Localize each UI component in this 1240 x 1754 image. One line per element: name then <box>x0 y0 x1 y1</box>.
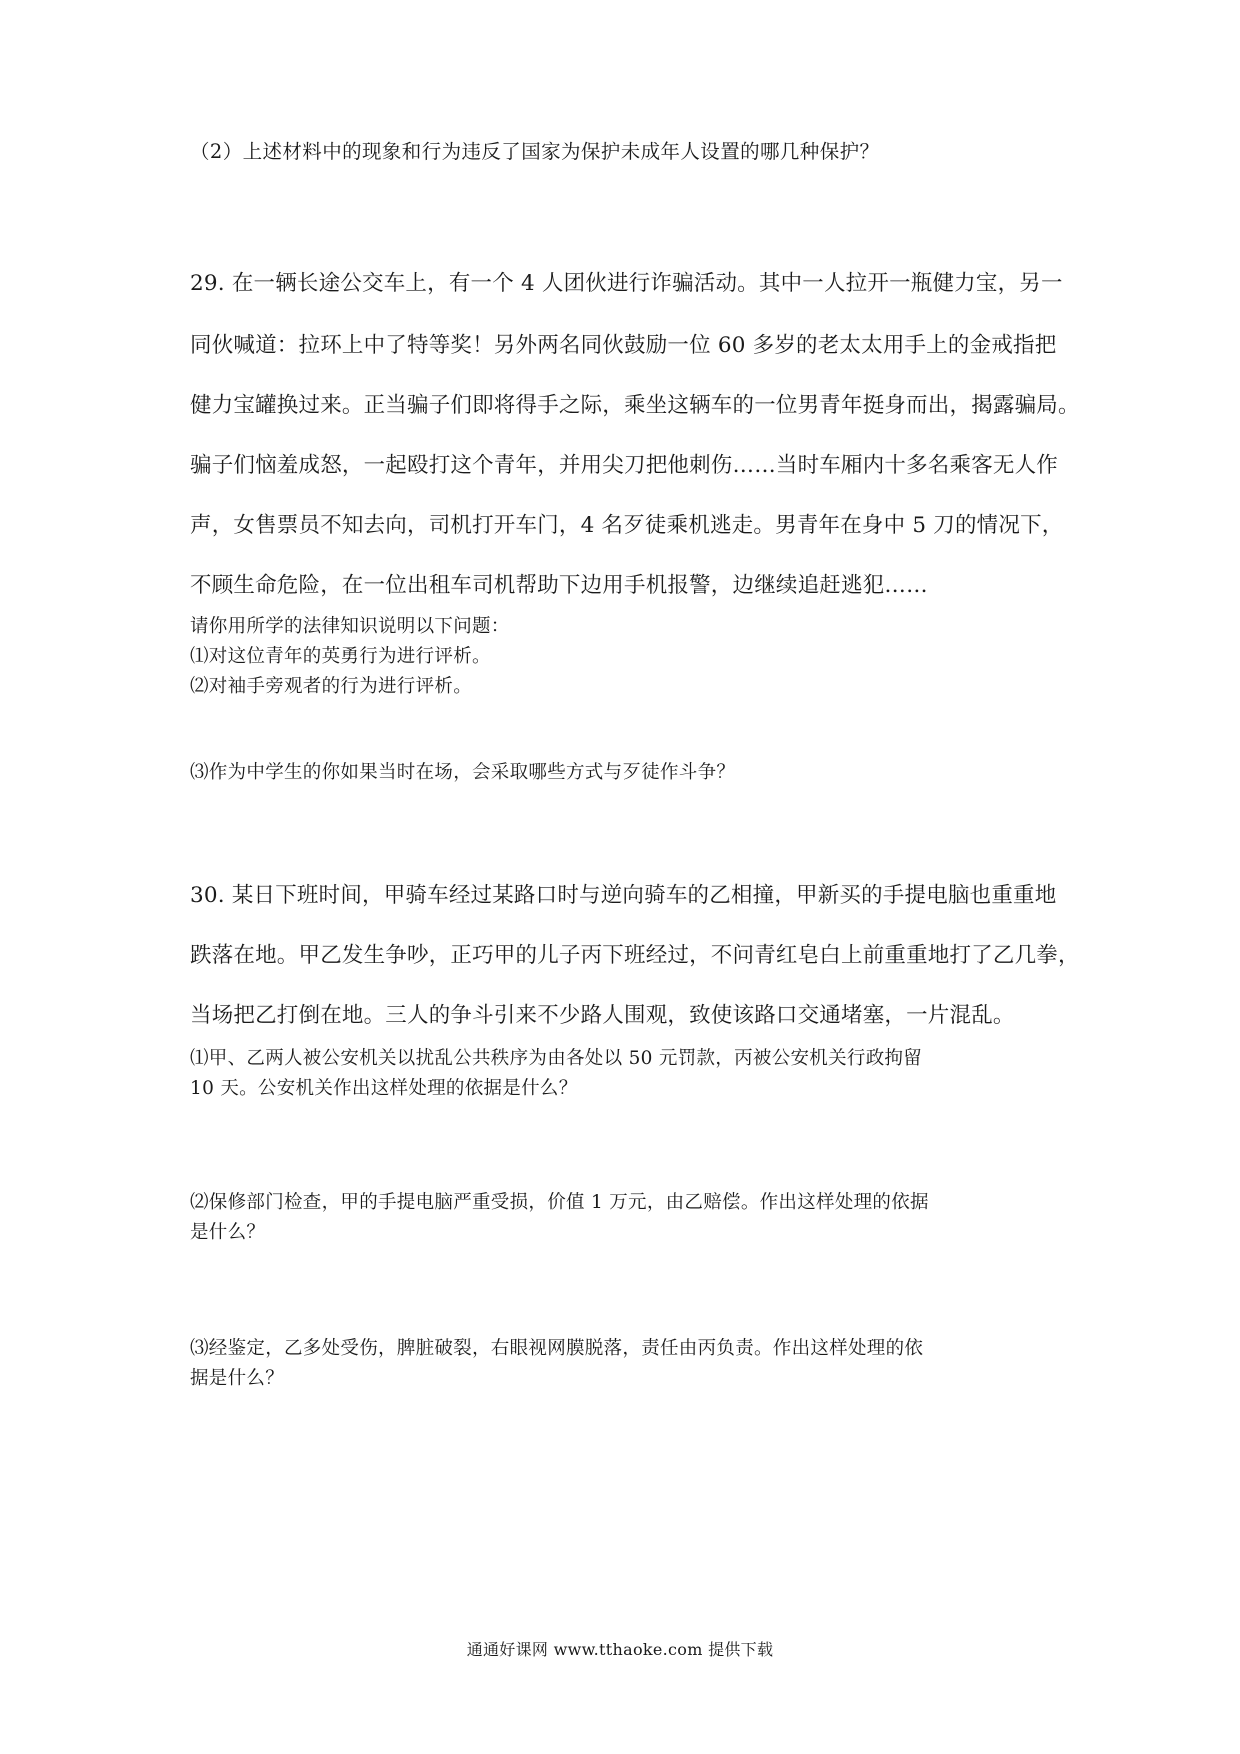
page-footer: 通通好课网 www.tthaoke.com 提供下载 <box>466 1640 774 1659</box>
q29-sub2: ⑵对袖手旁观者的行为进行评析。 <box>190 676 473 697</box>
q30-paragraph-line: 跌落在地。甲乙发生争吵，正巧甲的儿子丙下班经过，不问青红皂白上前重重地打了乙几拳， <box>190 943 1080 968</box>
q29-paragraph-line: 健力宝罐换过来。正当骗子们即将得手之际，乘坐这辆车的一位男青年挺身而出，揭露骗局。 <box>190 393 1080 418</box>
q29-paragraph-line: 骗子们恼羞成怒，一起殴打这个青年，并用尖刀把他刺伤……当时车厢内十多名乘客无人作 <box>190 453 1059 478</box>
q30-sub1: ⑴甲、乙两人被公安机关以扰乱公共秩序为由各处以 50 元罚款，丙被公安机关行政拘留 <box>190 1048 923 1069</box>
q29-paragraph-line: 同伙喊道：拉环上中了特等奖！另外两名同伙鼓励一位 60 多岁的老太太用手上的金戒指把 <box>190 333 1057 358</box>
q29-sub3: ⑶作为中学生的你如果当时在场，会采取哪些方式与歹徒作斗争？ <box>190 762 736 783</box>
prev-question-sub2: （2）上述材料中的现象和行为违反了国家为保护未成年人设置的哪几种保护？ <box>190 140 880 163</box>
q29-prompt: 请你用所学的法律知识说明以下问题： <box>190 616 510 637</box>
q30-sub1-cont: 10 天。公安机关作出这样处理的依据是什么？ <box>190 1078 578 1099</box>
q29-paragraph-line: 声，女售票员不知去向，司机打开车门，4 名歹徒乘机逃走。男青年在身中 5 刀的情况下， <box>190 513 1064 538</box>
q29-sub1: ⑴对这位青年的英勇行为进行评析。 <box>190 646 491 667</box>
q30-paragraph-line: 当场把乙打倒在地。三人的争斗引来不少路人围观，致使该路口交通堵塞，一片混乱。 <box>190 1003 1015 1028</box>
q30-sub2-cont: 是什么？ <box>190 1222 266 1243</box>
q29-paragraph-line: 29. 在一辆长途公交车上，有一个 4 人团伙进行诈骗活动。其中一人拉开一瓶健力宝，另一 <box>190 271 1063 296</box>
q30-sub3: ⑶经鉴定，乙多处受伤，脾脏破裂，右眼视网膜脱落，责任由丙负责。作出这样处理的依 <box>190 1338 924 1359</box>
q30-sub2: ⑵保修部门检查，甲的手提电脑严重受损，价值 1 万元，由乙赔偿。作出这样处理的依据 <box>190 1192 929 1213</box>
q30-paragraph-line: 30. 某日下班时间，甲骑车经过某路口时与逆向骑车的乙相撞，甲新买的手提电脑也重重地 <box>190 883 1057 908</box>
q30-sub3-cont: 据是什么？ <box>190 1368 285 1389</box>
q29-paragraph-line: 不顾生命危险，在一位出租车司机帮助下边用手机报警，边继续追赶逃犯…… <box>190 573 928 598</box>
